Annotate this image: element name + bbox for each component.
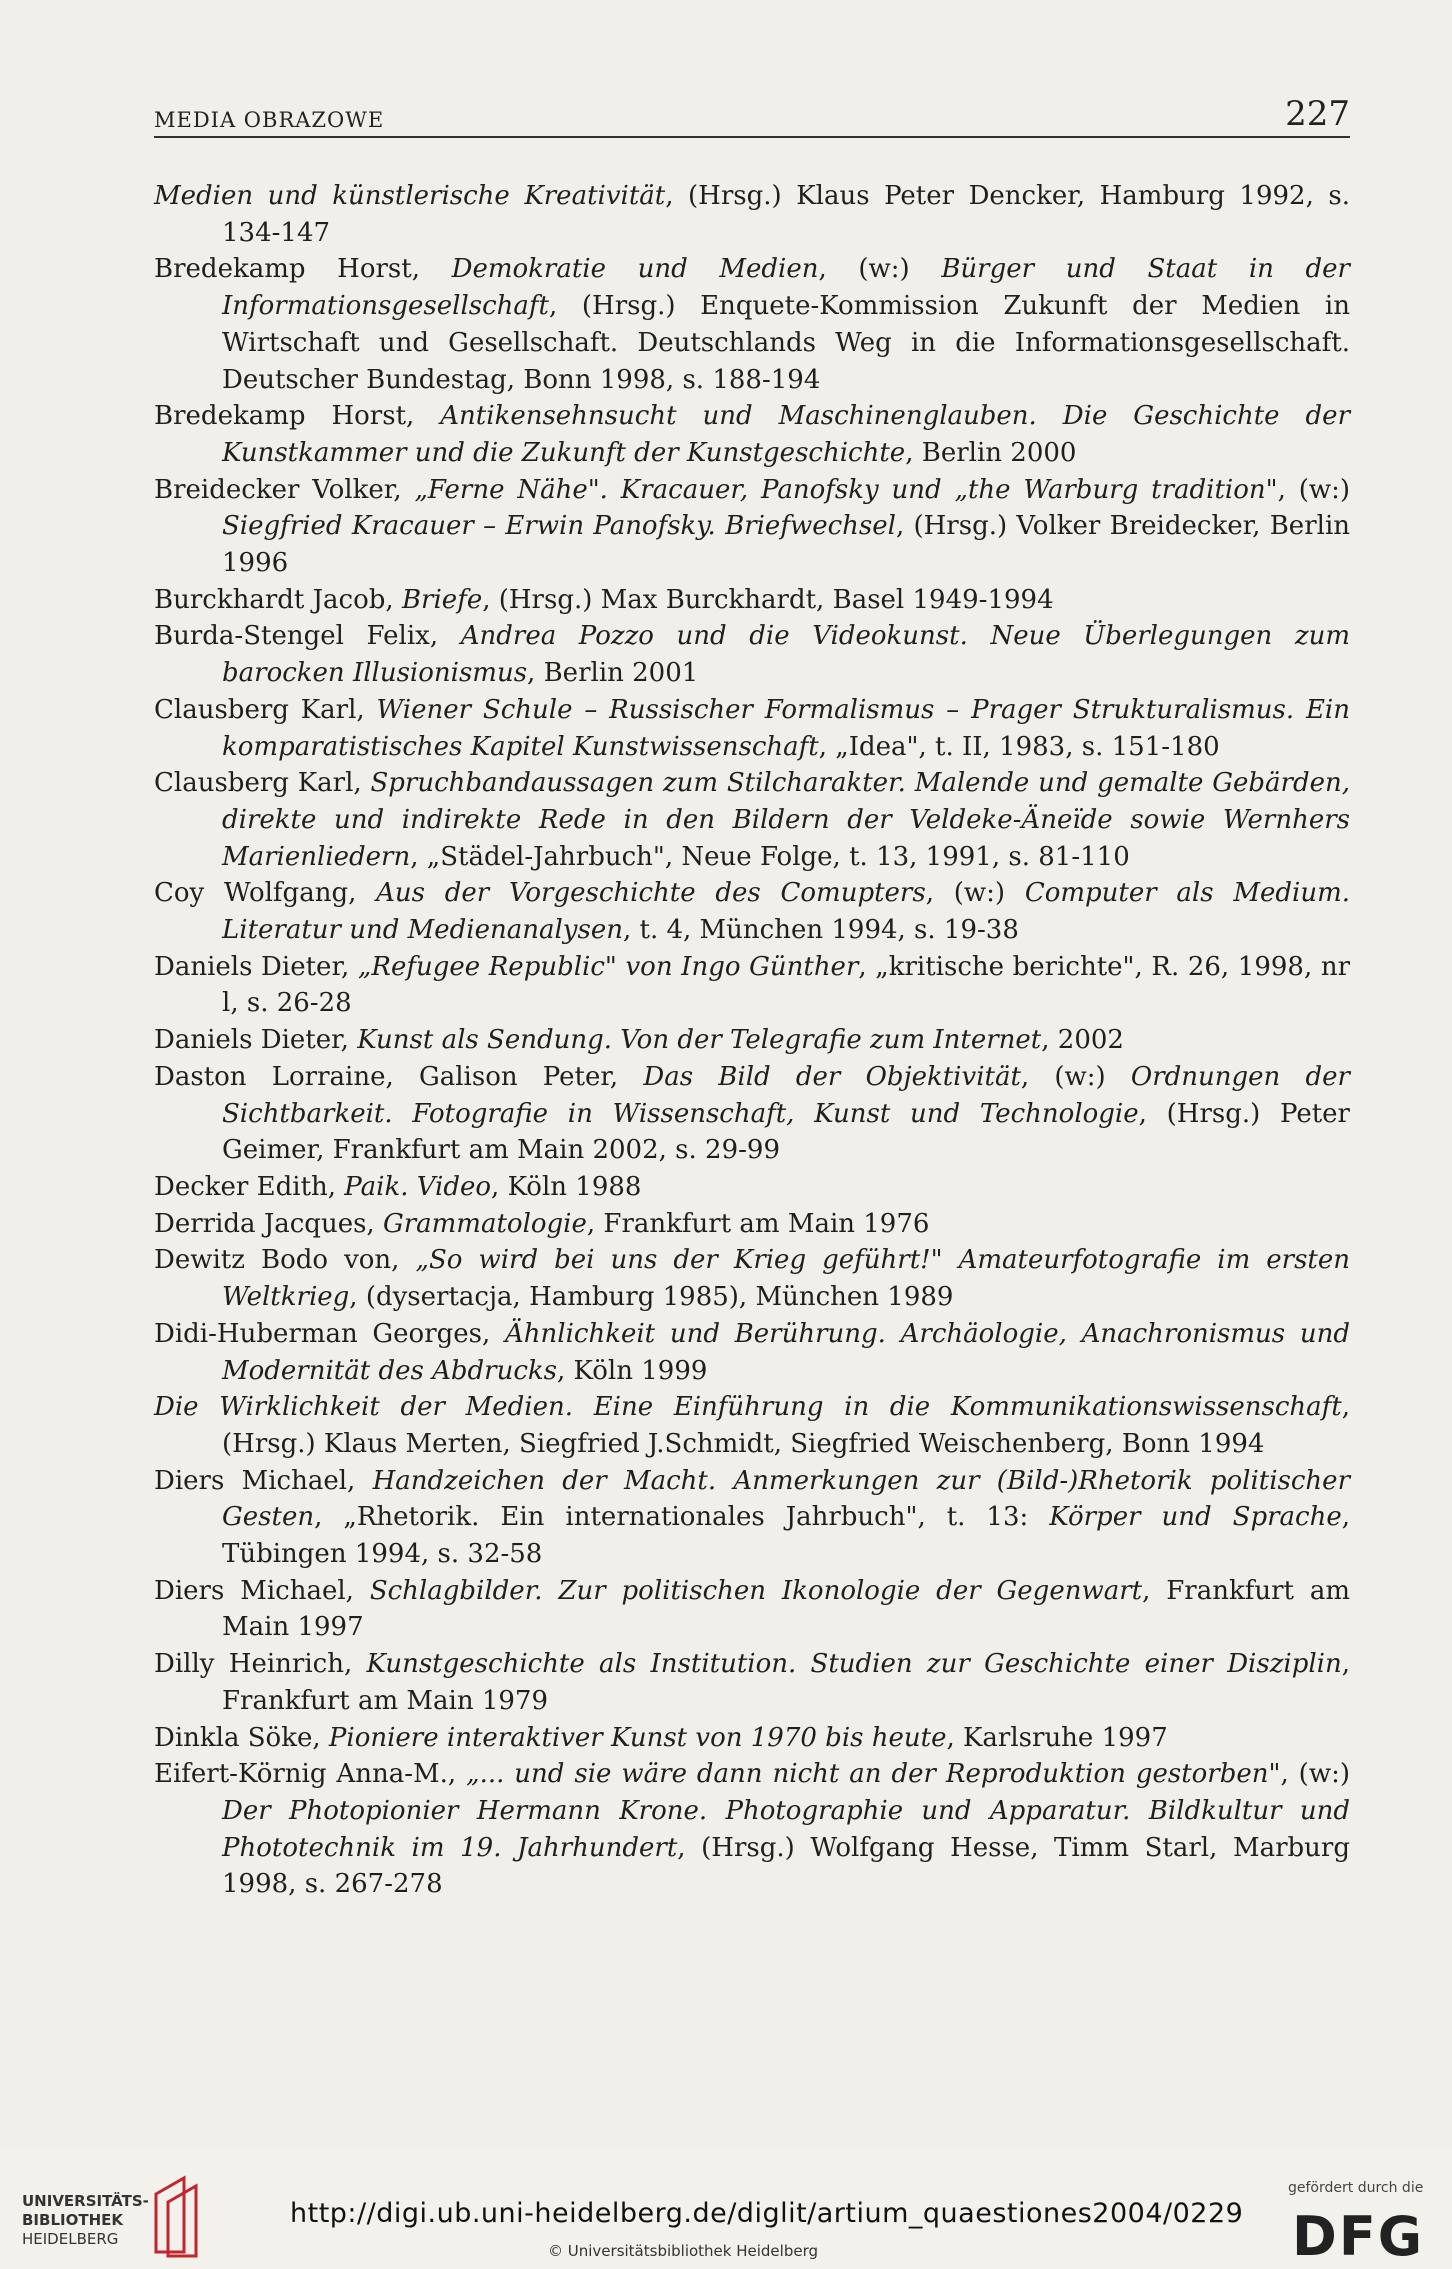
entry-title: Demokratie und Medien (451, 254, 819, 285)
dfg-caption: gefördert durch die (1288, 2180, 1424, 2196)
entry-text: , Karlsruhe 1997 (946, 1722, 1168, 1753)
entry-text: , Köln 1999 (557, 1355, 708, 1386)
entry-text: Coy Wolfgang, (154, 878, 377, 909)
entry-text: Eifert-Körnig Anna-M., (154, 1759, 467, 1790)
header-title: MEDIA OBRAZOWE (154, 108, 385, 132)
permalink-url[interactable]: http://digi.ub.uni-heidelberg.de/diglit/artium_quaestiones2004/0229 (290, 2198, 1244, 2229)
bibliography-entry (154, 618, 1350, 691)
entry-text: , (Hrsg.) Klaus Merten, Siegfried J.Schmidt, Siegfried Weischenberg, Bonn 1994 (222, 1392, 1350, 1459)
entry-text: Dilly Heinrich, (154, 1649, 367, 1680)
entry-text: , (w:) (1280, 1759, 1350, 1790)
bibliography-entry (154, 1206, 1350, 1243)
bibliography-entry (154, 398, 1350, 471)
bibliography-entry (154, 949, 1350, 1022)
bibliography-entry (154, 1059, 1350, 1169)
entry-text: , (w:) (1020, 1061, 1131, 1092)
entry-text: , (Hrsg.) Volker Breidecker, Berlin 1996 (222, 511, 1350, 579)
entry-text: , „Idea", t. II, 1983, s. 151-180 (818, 731, 1220, 762)
entry-title: Wiener Schule – Russischer Formalismus – Prager Strukturalismus. Ein komparatistisches Kapitel Kunstwissenschaft (222, 694, 1350, 762)
entry-title: „So wird bei uns der Krieg geführt!" Amateurfotografie im ersten Weltkrieg (222, 1245, 1350, 1313)
entry-text: Bredekamp Horst, (154, 254, 452, 285)
footer (0, 2150, 1452, 2269)
entry-title: Medien und künstlerische Kreativität (154, 181, 666, 211)
entry-text: Burckhardt Jacob, (154, 584, 402, 615)
bibliography-list (154, 178, 1350, 1903)
entry-title: Briefe (401, 584, 483, 615)
bibliography-entry (154, 875, 1350, 948)
entry-title: „... und sie wäre dann nicht an der Reproduktion gestorben" (466, 1759, 1281, 1790)
entry-text: Daston Lorraine, Galison Peter, (154, 1061, 644, 1092)
entry-text: Burda-Stengel Felix, (154, 621, 461, 652)
page-number: 227 (1285, 94, 1350, 134)
entry-text: , Berlin 2001 (527, 658, 699, 689)
library-logo-icon (148, 2172, 208, 2258)
entry-title: Der Photopionier Hermann Krone. Photographie und Apparatur. Bildkultur und Phototechnik im 19. Jahrhundert (222, 1795, 1350, 1863)
entry-text: , Tübingen 1994, s. 32-58 (222, 1502, 1350, 1570)
entry-text: Clausberg Karl, (154, 768, 371, 799)
entry-text: , Frankfurt am Main 1976 (586, 1208, 930, 1239)
running-header (154, 92, 1350, 138)
entry-text: , (Hrsg.) Max Burckhardt, Basel 1949-1994 (482, 584, 1054, 615)
entry-text: Bredekamp Horst, (154, 401, 441, 432)
bibliography-entry (154, 582, 1350, 619)
bibliography-entry (154, 1389, 1350, 1462)
entry-text: , (w:) (925, 878, 1025, 909)
bibliography-entry (154, 178, 1350, 251)
entry-title: Andrea Pozzo und die Videokunst. Neue Überlegungen zum barocken Illusionismus (222, 621, 1350, 689)
entry-text: Breidecker Volker, (154, 474, 415, 505)
entry-text: , (w:) (1277, 474, 1350, 505)
entry-title: Spruchbandaussagen zum Stilcharakter. Malende und gemalte Gebärden, direkte und indirekte Rede in den Bildern der Veldeke-Äneïde sowie Wernhers Marienliedern (222, 768, 1350, 872)
entry-text: , Frankfurt am Main 1979 (222, 1649, 1350, 1716)
bibliography-entry (154, 472, 1350, 582)
entry-text: , (Hrsg.) Enquete-Kommission Zukunft der Medien in Wirtschaft und Gesellschaft. Deutschlands Weg in die Informationsgesellschaft. Deutscher Bundestag, Bonn 1998, s. 188-194 (222, 291, 1350, 395)
entry-title: Ähnlichkeit und Berührung. Archäologie, Anachronismus und Modernität des Abdrucks (222, 1318, 1350, 1386)
entry-title: Das Bild der Objektivität (643, 1061, 1021, 1092)
entry-text: Dewitz Bodo von, (154, 1245, 416, 1276)
bibliography-entry (154, 1720, 1350, 1757)
entry-text: , Köln 1988 (491, 1171, 642, 1202)
library-name-line1: UNIVERSITÄTS- (22, 2192, 149, 2210)
entry-title: Antikensehnsucht und Maschinenglauben. Die Geschichte der Kunstkammer und die Zukunft der Kunstgeschichte (222, 401, 1351, 468)
bibliography-entry (154, 1573, 1350, 1646)
entry-text: Daniels Dieter, (154, 951, 358, 982)
entry-text: , 2002 (1041, 1025, 1124, 1056)
entry-text: , (dysertacja, Hamburg 1985), München 1989 (349, 1282, 954, 1313)
entry-text: Decker Edith, (154, 1171, 345, 1202)
bibliography-entry (154, 765, 1350, 875)
bibliography-entry (154, 1242, 1350, 1315)
entry-title: Computer als Medium. Literatur und Medienanalysen (222, 878, 1350, 946)
entry-title: Handzeichen der Macht. Anmerkungen zur (Bild-)Rhetorik politischer Gesten (222, 1465, 1350, 1533)
bibliography-entry (154, 1316, 1350, 1389)
entry-title: Pioniere interaktiver Kunst von 1970 bis heute (328, 1722, 947, 1753)
entry-title: Grammatologie (382, 1208, 587, 1239)
copyright-text: © Universitätsbibliothek Heidelberg (548, 2242, 819, 2260)
bibliography-entry (154, 1646, 1350, 1719)
entry-text: Diers Michael, (154, 1465, 373, 1496)
bibliography-entry (154, 1463, 1350, 1573)
entry-text: Clausberg Karl, (154, 694, 377, 725)
entry-text: Derrida Jacques, (154, 1208, 383, 1239)
entry-text: , „Rhetorik. Ein internationales Jahrbuch", t. 13: (314, 1502, 1050, 1533)
entry-title: Siegfried Kracauer – Erwin Panofsky. Briefwechsel (222, 511, 896, 542)
entry-title: „Refugee Republic" von Ingo Günther (357, 951, 859, 982)
bibliography-entry (154, 1022, 1350, 1059)
dfg-logo: DFG (1292, 2205, 1425, 2268)
bibliography-entry (154, 251, 1350, 398)
entry-title: Bürger und Staat in der Informationsgesellschaft (222, 254, 1350, 322)
bibliography-entry (154, 1169, 1350, 1206)
entry-title: „Ferne Nähe". Kracauer, Panofsky und „the Warburg tradition" (414, 474, 1278, 505)
entry-text: , t. 4, München 1994, s. 19-38 (622, 915, 1019, 946)
entry-title: Schlagbilder. Zur politischen Ikonologie der Gegenwart (369, 1575, 1143, 1606)
entry-text: , „kritische berichte", R. 26, 1998, nr l, s. 26-28 (222, 951, 1351, 1019)
entry-title: Paik. Video (344, 1171, 492, 1202)
entry-title: Die Wirklichkeit der Medien. Eine Einführung in die Kommunikationswissenschaft (154, 1392, 1342, 1423)
entry-title: Ordnungen der Sichtbarkeit. Fotografie in Wissenschaft, Kunst und Technologie (222, 1061, 1350, 1129)
entry-text: , Berlin 2000 (905, 437, 1077, 468)
library-name-line2: BIBLIOTHEK (22, 2211, 123, 2229)
entry-title: Körper und Sprache (1049, 1502, 1342, 1533)
entry-title: Kunstgeschichte als Institution. Studien zur Geschichte einer Disziplin (366, 1649, 1342, 1680)
entry-text: Didi-Huberman Georges, (154, 1318, 505, 1349)
bibliography-entry (154, 692, 1350, 765)
entry-text: , (Hrsg.) Klaus Peter Dencker, Hamburg 1992, s. 134-147 (222, 181, 1350, 248)
library-name-line3: HEIDELBERG (22, 2230, 119, 2248)
entry-text: , (Hrsg.) Peter Geimer, Frankfurt am Main 2002, s. 29-99 (222, 1098, 1350, 1166)
entry-text: Daniels Dieter, (154, 1025, 358, 1056)
entry-text: , (w:) (818, 254, 942, 285)
library-name (22, 2192, 149, 2249)
bibliography-entry (154, 1756, 1350, 1903)
entry-text: , Frankfurt am Main 1997 (222, 1575, 1351, 1643)
entry-text: Diers Michael, (154, 1575, 370, 1606)
entry-text: , (Hrsg.) Wolfgang Hesse, Timm Starl, Marburg 1998, s. 267-278 (222, 1832, 1350, 1900)
entry-text: , „Städel-Jahrbuch", Neue Folge, t. 13, 1991, s. 81-110 (410, 841, 1130, 872)
entry-title: Kunst als Sendung. Von der Telegrafie zum Internet (357, 1025, 1042, 1056)
entry-title: Aus der Vorgeschichte des Comupters (376, 878, 926, 909)
entry-text: Dinkla Söke, (154, 1722, 329, 1753)
